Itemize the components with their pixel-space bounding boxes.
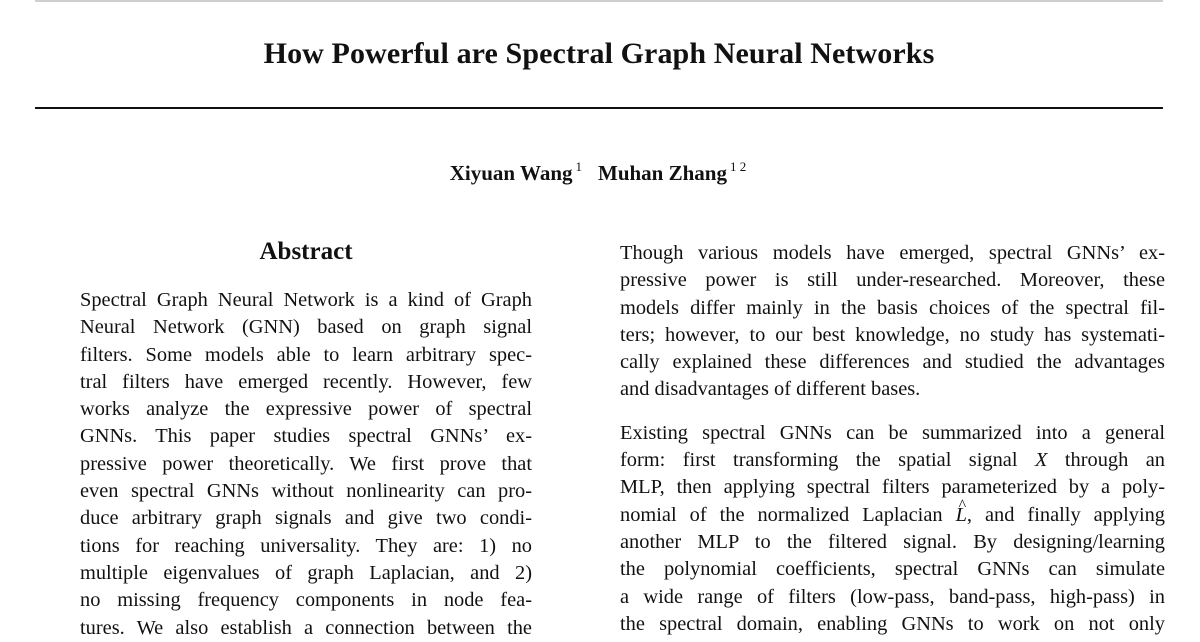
abstract-line: pressive power theoretically. We first prove that xyxy=(80,452,532,475)
abstract-body xyxy=(80,287,532,642)
abstract-line: tral filters have emerged recently. However, few xyxy=(80,370,532,393)
intro-line: MLP, then applying spectral filters parameterized by a poly- xyxy=(620,476,1165,499)
intro-line: the spectral domain, enabling GNNs to work on not only xyxy=(620,612,1165,635)
intro-text: through an xyxy=(1064,449,1165,472)
intro-line: Though various models have emerged, spectral GNNs’ ex- xyxy=(620,242,1165,264)
intro-line: ters; however, to our best knowledge, no study has systemati- xyxy=(620,323,1165,346)
intro-line: pressive power is still under-researched. Moreover, these xyxy=(620,269,1165,292)
author-name: Muhan Zhang xyxy=(598,161,727,185)
intro-line: models differ mainly in the basis choices of the spectral fil- xyxy=(620,296,1165,319)
abstract-line: multiple eigenvalues of graph Laplacian, and 2) xyxy=(80,561,532,584)
intro-line: cally explained these differences and studied the advantages xyxy=(620,351,1165,374)
intro-line xyxy=(620,447,1165,474)
intro-text: , and finally applying xyxy=(966,503,1166,526)
intro-line: the polynomial coefficients, spectral GNNs can simulate xyxy=(620,558,1165,581)
author-list xyxy=(0,157,1196,189)
abstract-line: tures. We also establish a connection between the xyxy=(80,616,532,639)
abstract-line: works analyze the expressive power of spectral xyxy=(80,398,532,421)
abstract-line: filters. Some models able to learn arbitrary spec- xyxy=(80,343,532,366)
intro-line: another MLP to the filtered signal. By designing/learning xyxy=(620,530,1165,553)
author-affiliation: 1 2 xyxy=(729,159,747,174)
math-variable-l-hat: ^ L xyxy=(956,504,967,526)
abstract-line: duce arbitrary graph signals and give two condi- xyxy=(80,507,532,530)
introduction-body xyxy=(620,240,1165,638)
abstract-line: tions for reaching universality. They are: 1) no xyxy=(80,534,532,557)
paper-title: How Powerful are Spectral Graph Neural Networks xyxy=(263,37,935,70)
author-name: Xiyuan Wang xyxy=(449,161,573,185)
abstract-line: no missing frequency components in node fea- xyxy=(80,589,532,612)
title-divider xyxy=(35,107,1163,109)
intro-text: nomial of the normalized Laplacian xyxy=(620,503,943,526)
abstract-line: even spectral GNNs without nonlinearity can pro- xyxy=(80,480,532,503)
intro-line xyxy=(620,502,1165,529)
intro-line: a wide range of filters (low-pass, band-pass, high-pass) in xyxy=(620,585,1165,608)
intro-line: and disadvantages of different bases. xyxy=(620,378,921,401)
abstract-heading: Abstract xyxy=(259,238,353,265)
abstract-line: GNNs. This paper studies spectral GNNs’ ex- xyxy=(80,425,532,448)
abstract-line: Neural Network (GNN) based on graph signal xyxy=(80,316,532,339)
intro-line: Existing spectral GNNs can be summarized into a general xyxy=(620,421,1165,444)
math-variable-x: X xyxy=(1034,449,1048,472)
author-affiliation: 1 xyxy=(575,159,582,174)
abstract-line: Spectral Graph Neural Network is a kind of Graph xyxy=(80,289,532,311)
intro-text: form: first transforming the spatial signal xyxy=(620,449,1018,472)
top-divider xyxy=(35,0,1163,2)
